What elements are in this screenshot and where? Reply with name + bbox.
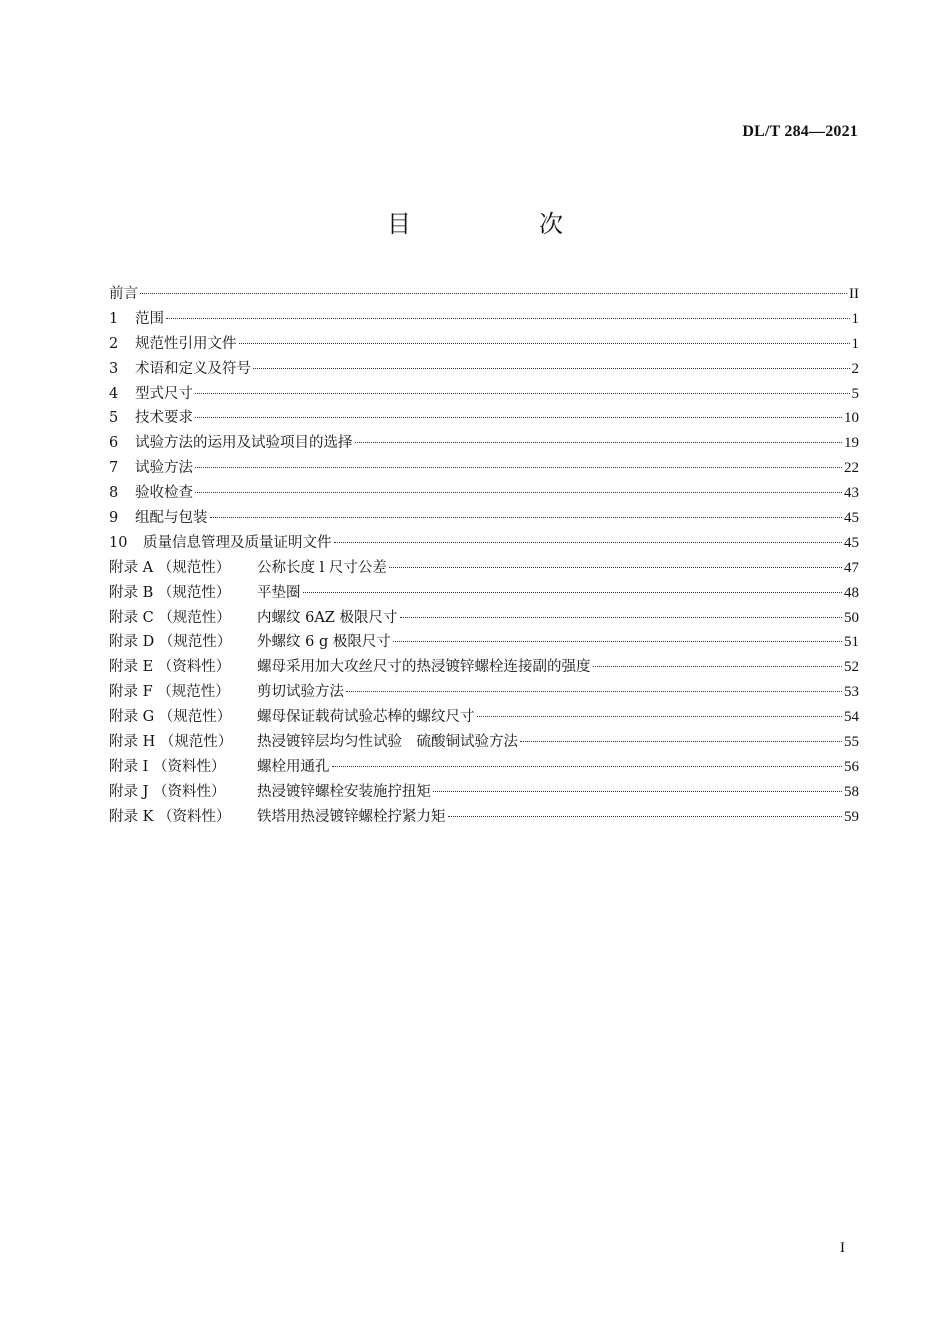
toc-entry-page: 56 — [844, 758, 859, 775]
toc-entry[interactable] — [109, 581, 859, 606]
toc-entry-number: 7 — [109, 460, 119, 477]
toc-entry-number: 1 — [109, 310, 119, 327]
toc-entry-number: 附录 K （资料性） — [109, 808, 231, 825]
toc-entry[interactable] — [109, 307, 859, 332]
toc-entry-number: 附录 E （资料性） — [109, 659, 231, 676]
toc-entry-title: 技术要求 — [135, 410, 193, 427]
toc-leader-dots — [433, 791, 842, 792]
toc-entry-number: 3 — [109, 360, 119, 377]
toc-entry-title: 剪切试验方法 — [257, 684, 344, 701]
toc-entry-page: 5 — [851, 385, 859, 402]
toc-entry-title: 公称长度 l 尺寸公差 — [257, 559, 387, 576]
toc-entry-title: 螺母采用加大攻丝尺寸的热浸镀锌螺栓连接副的强度 — [257, 659, 591, 676]
toc-entry-number: 5 — [109, 410, 119, 427]
toc-entry[interactable] — [109, 431, 859, 456]
toc-entry-page: 19 — [844, 435, 859, 452]
toc-entry[interactable] — [109, 705, 859, 730]
toc-leader-dots — [210, 517, 843, 518]
toc-entry-title: 外螺纹 6 g 极限尺寸 — [257, 634, 391, 651]
toc-leader-dots — [253, 368, 850, 369]
toc-leader-dots — [195, 492, 842, 493]
toc-leader-dots — [334, 542, 843, 543]
toc-entry-page: II — [849, 286, 859, 302]
toc-entry[interactable] — [109, 780, 859, 805]
toc-entry-page: 22 — [844, 460, 859, 477]
toc-leader-dots — [520, 741, 842, 742]
toc-leader-dots — [355, 442, 843, 443]
toc-title: 目 次 — [387, 210, 615, 238]
toc-entry[interactable] — [109, 357, 859, 382]
toc-entry[interactable] — [109, 606, 859, 631]
toc-leader-dots — [400, 617, 843, 618]
toc-leader-dots — [346, 691, 842, 692]
toc-entry[interactable] — [109, 506, 859, 531]
toc-entry-title: 试验方法 — [135, 460, 193, 477]
document-code: DL/T 284—2021 — [742, 123, 858, 140]
toc-entry-number: 4 — [109, 385, 119, 402]
toc-entry-title: 范围 — [135, 310, 164, 327]
toc-leader-dots — [332, 766, 843, 767]
toc-entry-number: 10 — [109, 534, 128, 551]
toc-entry[interactable] — [109, 282, 859, 307]
toc-entry-page: 53 — [844, 684, 859, 701]
toc-entry-page: 2 — [851, 360, 859, 377]
toc-entry-title: 质量信息管理及质量证明文件 — [143, 534, 332, 551]
toc-entry[interactable] — [109, 406, 859, 431]
toc-entry-title: 验收检查 — [135, 485, 193, 502]
toc-leader-dots — [195, 467, 842, 468]
toc-entry[interactable] — [109, 755, 859, 780]
toc-entry-number: 2 — [109, 335, 119, 352]
toc-entry-number: 附录 D （规范性） — [109, 634, 232, 651]
toc-entry-title: 术语和定义及符号 — [135, 360, 251, 377]
toc-entry-title: 试验方法的运用及试验项目的选择 — [135, 435, 353, 452]
toc-entry-page: 54 — [844, 709, 859, 726]
toc-leader-dots — [448, 816, 843, 817]
toc-leader-dots — [393, 641, 842, 642]
toc-entry-page: 1 — [851, 310, 859, 327]
toc-entry[interactable] — [109, 730, 859, 755]
toc-leader-dots — [140, 293, 847, 294]
toc-entry-title: 螺母保证载荷试验芯棒的螺纹尺寸 — [257, 709, 475, 726]
toc-leader-dots — [303, 592, 843, 593]
toc-entry[interactable] — [109, 805, 859, 830]
toc-entry-title: 组配与包装 — [135, 510, 208, 527]
toc-leader-dots — [477, 716, 843, 717]
toc-leader-dots — [593, 666, 843, 667]
toc-leader-dots — [389, 567, 842, 568]
toc-entry-page: 55 — [844, 734, 859, 751]
toc-entry-title: 前言 — [109, 286, 138, 302]
toc-entry[interactable] — [109, 680, 859, 705]
toc-entry-page: 50 — [844, 609, 859, 626]
toc-entry[interactable] — [109, 655, 859, 680]
table-of-contents — [109, 282, 859, 830]
toc-entry-number: 附录 C （规范性） — [109, 609, 231, 626]
toc-entry-page: 48 — [844, 584, 859, 601]
toc-entry-number: 附录 G （规范性） — [109, 709, 232, 726]
toc-entry-number: 附录 B （规范性） — [109, 584, 231, 601]
toc-entry[interactable] — [109, 332, 859, 357]
toc-entry-page: 1 — [851, 335, 859, 352]
toc-entry[interactable] — [109, 382, 859, 407]
toc-entry-number: 8 — [109, 485, 119, 502]
toc-leader-dots — [239, 343, 850, 344]
page-number: I — [840, 1240, 845, 1256]
toc-entry-page: 43 — [844, 485, 859, 502]
toc-entry-page: 10 — [844, 410, 859, 427]
toc-leader-dots — [195, 417, 842, 418]
toc-entry-page: 52 — [844, 659, 859, 676]
toc-entry[interactable] — [109, 556, 859, 581]
toc-entry-title: 内螺纹 6AZ 极限尺寸 — [257, 609, 398, 626]
toc-entry-title: 规范性引用文件 — [135, 335, 237, 352]
toc-entry-page: 47 — [844, 559, 859, 576]
toc-entry-title: 铁塔用热浸镀锌螺栓拧紧力矩 — [257, 808, 446, 825]
toc-leader-dots — [166, 318, 850, 319]
toc-entry-number: 附录 H （规范性） — [109, 734, 233, 751]
toc-entry-title: 型式尺寸 — [135, 385, 193, 402]
toc-entry-number: 6 — [109, 435, 119, 452]
toc-entry-title: 平垫圈 — [257, 584, 301, 601]
toc-entry-title: 热浸镀锌螺栓安装施拧扭矩 — [257, 783, 431, 800]
toc-entry-page: 59 — [844, 808, 859, 825]
toc-entry[interactable] — [109, 456, 859, 481]
toc-entry-title: 螺栓用通孔 — [257, 758, 330, 775]
toc-entry-page: 58 — [844, 783, 859, 800]
toc-entry-page: 51 — [844, 634, 859, 651]
toc-entry-number: 附录 I （资料性） — [109, 758, 226, 775]
toc-entry[interactable] — [109, 630, 859, 655]
toc-entry-number: 9 — [109, 510, 119, 527]
toc-entry-number: 附录 A （规范性） — [109, 559, 231, 576]
toc-entry-page: 45 — [844, 510, 859, 527]
toc-entry[interactable] — [109, 481, 859, 506]
toc-entry[interactable] — [109, 531, 859, 556]
toc-entry-page: 45 — [844, 534, 859, 551]
toc-entry-number: 附录 J （资料性） — [109, 783, 226, 800]
toc-leader-dots — [195, 393, 850, 394]
toc-entry-title: 热浸镀锌层均匀性试验 硫酸铜试验方法 — [257, 734, 518, 751]
toc-entry-number: 附录 F （规范性） — [109, 684, 230, 701]
